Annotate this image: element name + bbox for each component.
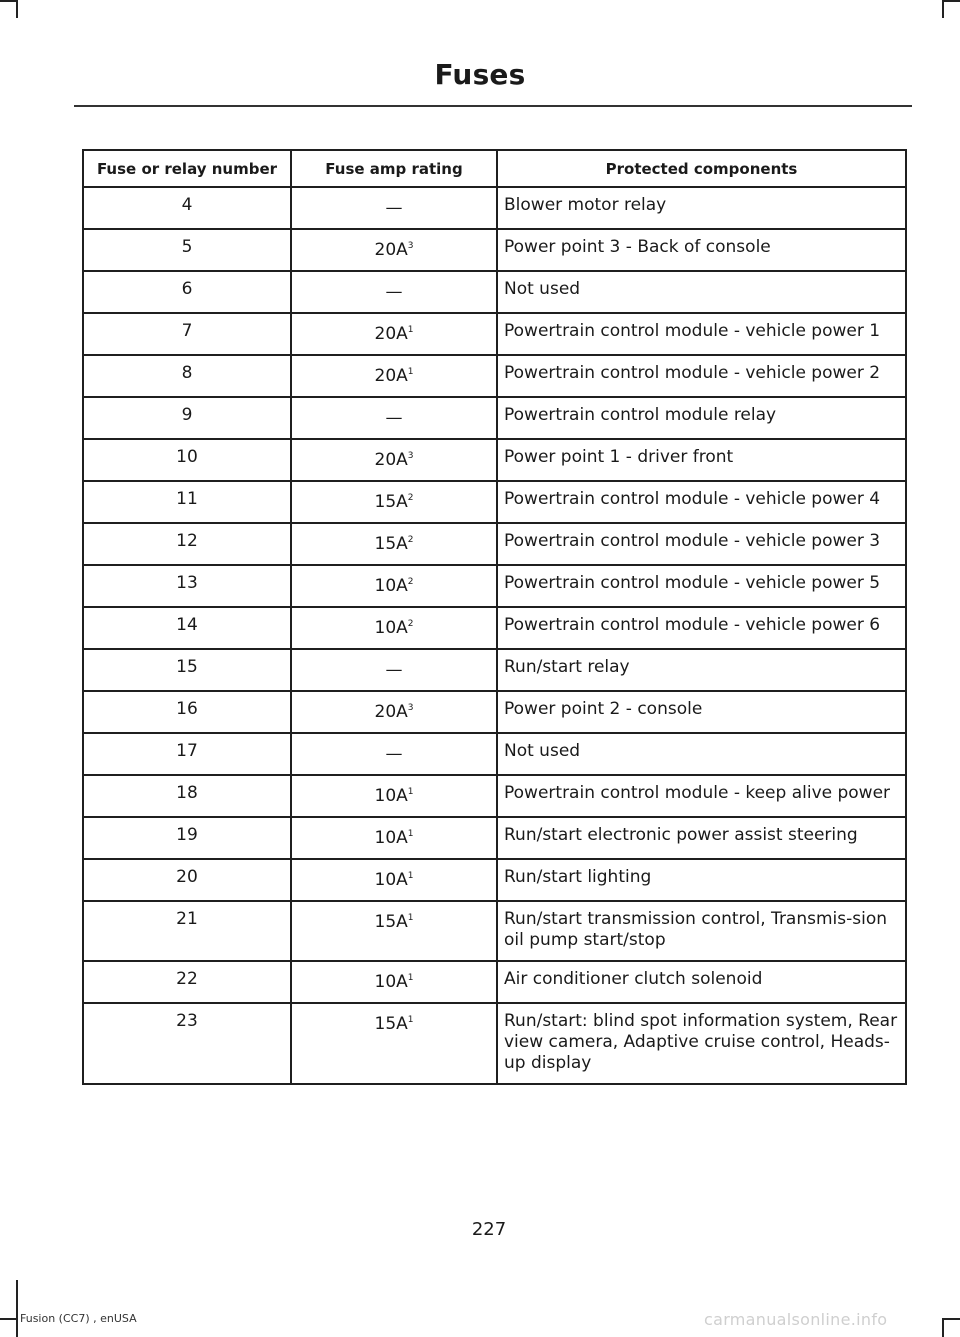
table-row xyxy=(83,397,906,439)
table-row xyxy=(83,271,906,313)
title-divider xyxy=(74,105,912,107)
protected-component-cell: Powertrain control module - keep alive power xyxy=(497,775,906,817)
amp-rating-value: 20A xyxy=(374,366,408,386)
fuse-number-cell: 8 xyxy=(83,355,291,397)
footnote-marker: 1 xyxy=(407,787,414,797)
fuse-number-cell: 23 xyxy=(83,1003,291,1084)
fuse-number-cell: 4 xyxy=(83,187,291,229)
protected-component-cell: Run/start lighting xyxy=(497,859,906,901)
protected-component-cell: Not used xyxy=(497,271,906,313)
footnote-marker: 3 xyxy=(407,241,414,251)
column-header-fuse-number: Fuse or relay number xyxy=(83,150,291,187)
footnote-marker: 1 xyxy=(407,325,414,335)
amp-rating-cell xyxy=(291,733,497,775)
crop-mark xyxy=(942,0,960,2)
fuse-number-cell: 15 xyxy=(83,649,291,691)
footnote-marker: 2 xyxy=(407,493,414,503)
table-row xyxy=(83,775,906,817)
fuse-table xyxy=(82,149,907,1085)
crop-mark xyxy=(942,1320,944,1337)
amp-rating-value: 10A xyxy=(374,972,408,992)
fuse-number-cell: 21 xyxy=(83,901,291,961)
amp-rating-value: 15A xyxy=(374,912,408,932)
protected-component-cell: Powertrain control module - vehicle power 2 xyxy=(497,355,906,397)
footnote-marker: 2 xyxy=(407,619,414,629)
fuse-number-cell: 14 xyxy=(83,607,291,649)
footnote-marker: 3 xyxy=(407,451,414,461)
crop-mark xyxy=(16,1280,18,1337)
amp-rating-cell xyxy=(291,1003,497,1084)
amp-rating-value: 10A xyxy=(374,828,408,848)
amp-rating-cell xyxy=(291,271,497,313)
table-row xyxy=(83,313,906,355)
footnote-marker: 2 xyxy=(407,535,414,545)
table-row xyxy=(83,439,906,481)
amp-rating-cell xyxy=(291,691,497,733)
page-title: Fuses xyxy=(434,58,526,91)
table-row xyxy=(83,901,906,961)
table-row xyxy=(83,481,906,523)
amp-rating-value: 10A xyxy=(374,786,408,806)
protected-component-cell: Run/start: blind spot information system, Rear view camera, Adaptive cruise control, Heads-up display xyxy=(497,1003,906,1084)
amp-rating-cell xyxy=(291,607,497,649)
footnote-marker: 1 xyxy=(407,829,414,839)
protected-component-cell: Blower motor relay xyxy=(497,187,906,229)
protected-component-cell: Not used xyxy=(497,733,906,775)
table-row xyxy=(83,691,906,733)
amp-rating-value: 20A xyxy=(374,240,408,260)
table-row xyxy=(83,565,906,607)
footnote-marker: 2 xyxy=(407,577,414,587)
column-header-protected-components: Protected components xyxy=(497,150,906,187)
protected-component-cell: Air conditioner clutch solenoid xyxy=(497,961,906,1003)
protected-component-cell: Run/start transmission control, Transmis-sion oil pump start/stop xyxy=(497,901,906,961)
crop-mark xyxy=(0,0,16,2)
amp-rating-value: 10A xyxy=(374,870,408,890)
table-row xyxy=(83,607,906,649)
amp-rating-value: 15A xyxy=(374,1014,408,1034)
fuse-number-cell: 12 xyxy=(83,523,291,565)
table-row xyxy=(83,187,906,229)
watermark: carmanualsonline.info xyxy=(704,1310,888,1329)
amp-rating-cell xyxy=(291,961,497,1003)
amp-rating-cell xyxy=(291,775,497,817)
protected-component-cell: Powertrain control module - vehicle power 1 xyxy=(497,313,906,355)
protected-component-cell: Powertrain control module - vehicle power 4 xyxy=(497,481,906,523)
crop-mark xyxy=(942,1318,960,1320)
crop-mark xyxy=(16,0,18,18)
amp-rating-value: 15A xyxy=(374,534,408,554)
page-number: 227 xyxy=(471,1219,507,1240)
table-row xyxy=(83,817,906,859)
amp-rating-cell xyxy=(291,901,497,961)
amp-rating-cell xyxy=(291,187,497,229)
amp-rating-value: — xyxy=(385,282,403,302)
fuse-number-cell: 9 xyxy=(83,397,291,439)
protected-component-cell: Run/start electronic power assist steering xyxy=(497,817,906,859)
protected-component-cell: Powertrain control module - vehicle power 6 xyxy=(497,607,906,649)
amp-rating-cell xyxy=(291,859,497,901)
fuse-number-cell: 6 xyxy=(83,271,291,313)
edition-label: Fusion (CC7) , enUSA xyxy=(20,1312,137,1325)
amp-rating-cell xyxy=(291,397,497,439)
amp-rating-cell xyxy=(291,481,497,523)
footnote-marker: 1 xyxy=(407,1015,414,1025)
fuse-number-cell: 18 xyxy=(83,775,291,817)
footnote-marker: 1 xyxy=(407,367,414,377)
fuse-number-cell: 7 xyxy=(83,313,291,355)
amp-rating-cell xyxy=(291,523,497,565)
footnote-marker: 1 xyxy=(407,871,414,881)
table-row xyxy=(83,733,906,775)
table-header-row xyxy=(83,150,906,187)
fuse-number-cell: 20 xyxy=(83,859,291,901)
fuse-number-cell: 19 xyxy=(83,817,291,859)
fuse-number-cell: 10 xyxy=(83,439,291,481)
fuse-table-body xyxy=(83,187,906,1084)
amp-rating-cell xyxy=(291,817,497,859)
table-row xyxy=(83,961,906,1003)
amp-rating-value: 20A xyxy=(374,324,408,344)
table-row xyxy=(83,859,906,901)
table-row xyxy=(83,649,906,691)
amp-rating-value: — xyxy=(385,660,403,680)
amp-rating-cell xyxy=(291,649,497,691)
amp-rating-value: — xyxy=(385,744,403,764)
table-row xyxy=(83,229,906,271)
table-row xyxy=(83,355,906,397)
amp-rating-cell xyxy=(291,229,497,271)
protected-component-cell: Powertrain control module relay xyxy=(497,397,906,439)
table-row xyxy=(83,523,906,565)
amp-rating-cell xyxy=(291,439,497,481)
amp-rating-cell xyxy=(291,313,497,355)
table-row xyxy=(83,1003,906,1084)
amp-rating-value: 20A xyxy=(374,702,408,722)
protected-component-cell: Run/start relay xyxy=(497,649,906,691)
protected-component-cell: Power point 2 - console xyxy=(497,691,906,733)
fuse-number-cell: 22 xyxy=(83,961,291,1003)
footnote-marker: 3 xyxy=(407,703,414,713)
amp-rating-value: 20A xyxy=(374,450,408,470)
protected-component-cell: Power point 3 - Back of console xyxy=(497,229,906,271)
amp-rating-value: — xyxy=(385,408,403,428)
amp-rating-value: — xyxy=(385,198,403,218)
protected-component-cell: Powertrain control module - vehicle power 3 xyxy=(497,523,906,565)
amp-rating-value: 10A xyxy=(374,618,408,638)
fuse-number-cell: 17 xyxy=(83,733,291,775)
crop-mark xyxy=(0,1318,16,1320)
amp-rating-cell xyxy=(291,565,497,607)
amp-rating-cell xyxy=(291,355,497,397)
protected-component-cell: Power point 1 - driver front xyxy=(497,439,906,481)
crop-mark xyxy=(942,0,944,18)
fuse-number-cell: 13 xyxy=(83,565,291,607)
fuse-number-cell: 16 xyxy=(83,691,291,733)
fuse-number-cell: 5 xyxy=(83,229,291,271)
footnote-marker: 1 xyxy=(407,973,414,983)
column-header-amp-rating: Fuse amp rating xyxy=(291,150,497,187)
fuse-number-cell: 11 xyxy=(83,481,291,523)
amp-rating-value: 10A xyxy=(374,576,408,596)
protected-component-cell: Powertrain control module - vehicle power 5 xyxy=(497,565,906,607)
amp-rating-value: 15A xyxy=(374,492,408,512)
footnote-marker: 1 xyxy=(407,913,414,923)
